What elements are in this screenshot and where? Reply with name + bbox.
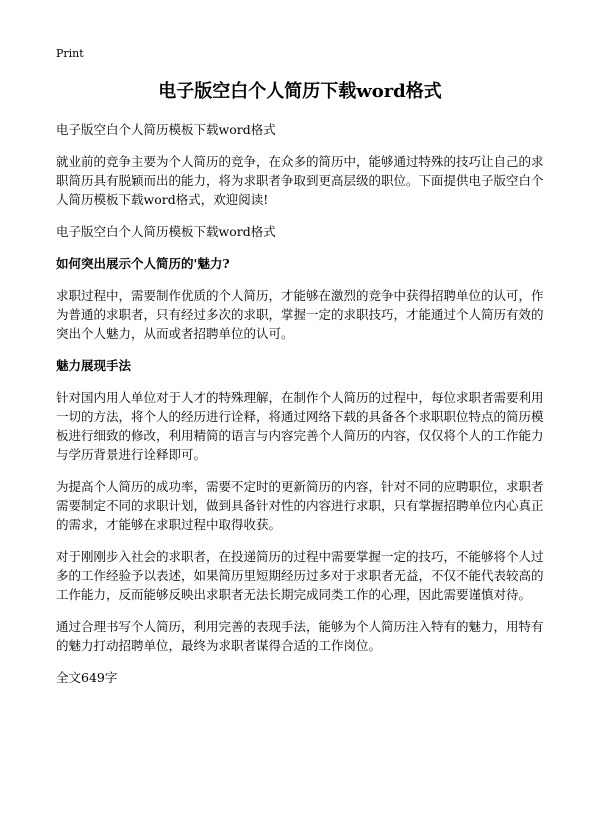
section-heading-methods: 魅力展现手法 bbox=[56, 358, 132, 373]
intro-paragraph: 就业前的竞争主要为个人简历的竞争，在众多的简历中，能够通过特殊的技巧让自己的求职简历具有脱颖而出的能力，将为求职者争取到更高层级的职位。下面提供电子版空白个人简历模板下载word格式，欢迎阅读! bbox=[56, 154, 544, 207]
page-title: 电子版空白个人简历下载word格式 bbox=[158, 81, 442, 102]
paragraph: 通过合理书写个人简历，利用完善的表现手法，能够为个人简历注入特有的魅力，用特有的魅力打动招聘单位，最终为求职者谋得合适的工作岗位。 bbox=[56, 619, 544, 653]
section-heading-charm: 如何突出展示个人简历的'魅力? bbox=[56, 256, 230, 271]
paragraph: 对于刚刚步入社会的求职者，在投递简历的过程中需要掌握一定的技巧，不能够将个人过多的工作经验予以表述，如果简历里短期经历过多对于求职者无益，不仅不能代表较高的工作能力，反而能够反映出求职者无法长期完成同类工作的心理，因此需要谨慎对待。 bbox=[56, 549, 544, 602]
paragraph: 为提高个人简历的成功率，需要不定时的更新简历的内容，针对不同的应聘职位，求职者需要制定不同的求职计划，做到具备针对性的内容进行求职，只有掌握招聘单位内心真正的需求，才能够在求职过程中取得收获。 bbox=[56, 479, 544, 532]
subtitle: 电子版空白个人简历模板下载word格式 bbox=[56, 122, 276, 137]
document-body bbox=[56, 120, 552, 700]
repeat-title: 电子版空白个人简历模板下载word格式 bbox=[56, 224, 276, 239]
word-count: 全文649字 bbox=[56, 670, 118, 685]
paragraph: 求职过程中，需要制作优质的个人简历，才能够在激烈的竞争中获得招聘单位的认可，作为普通的求职者，只有经过多次的求职，掌握一定的求职技巧，才能通过个人简历有效的突出个人魅力，从而或者招聘单位的认可。 bbox=[56, 288, 544, 341]
print-label: Print bbox=[56, 47, 84, 60]
paragraph: 针对国内用人单位对于人才的特殊理解，在制作个人简历的过程中，每位求职者需要利用一切的方法，将个人的经历进行诠释，将通过网络下载的具备各个求职职位特点的简历模板进行细致的修改，利用精简的语言与内容完善个人简历的内容，仅仅将个人的工作能力与学历背景进行诠释即可。 bbox=[56, 390, 544, 462]
